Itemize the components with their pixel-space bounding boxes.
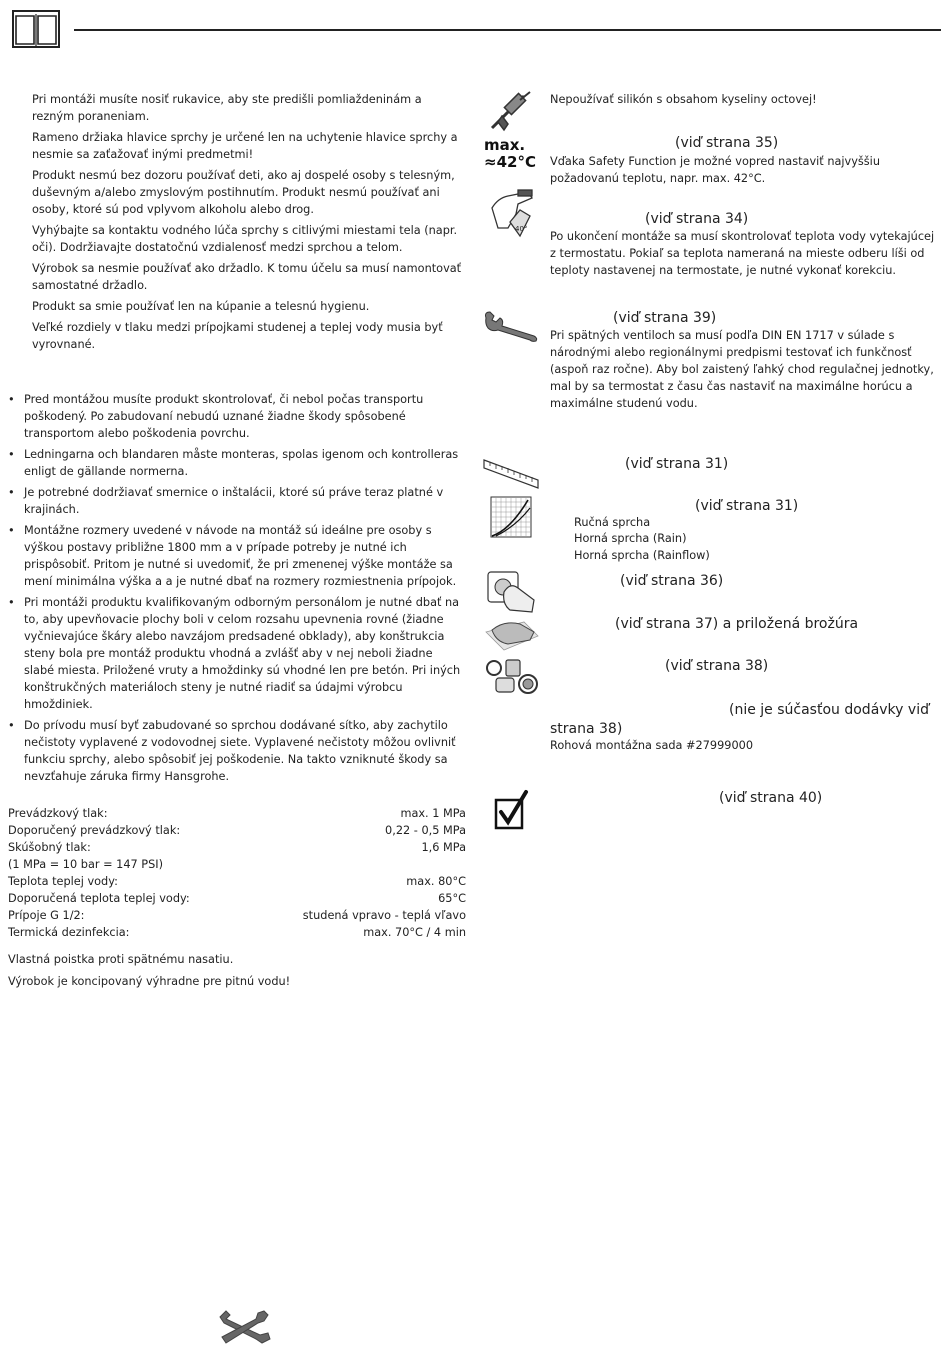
max-temp-icon-line1: max. <box>484 136 526 154</box>
operation-hand-icon <box>486 570 538 614</box>
silicone-warning: Nepoužívať silikón s obsahom kyseliny octovej! <box>550 93 817 106</box>
spec-row: Doporučená teplota teplej vody: 65°C <box>8 892 466 905</box>
temp-check-text: Po ukončení montáže sa musí skontrolovať teplota vody vytekajúcej z termostatu. Pokiaľ sa teplota nameraná na mieste odberu líši od teploty nastavenej na termostate, je nutné vykonať korekciu. <box>550 230 935 277</box>
thermometer-reading: 40° <box>515 225 528 233</box>
service-text: Pri spätných ventiloch sa musí podľa DIN EN 1717 v súlade s národnými alebo regionálnymi predpismi testovať ich funkčnosť (aspoň raz ročne). Aby bol zaistený ľahký chod regulačnej jednotky, mal by sa termostat z času čas nastaviť na maximálne horúcu a maximálne studenú vodu. <box>550 329 934 410</box>
temp-check-ref: (viď strana 34) <box>645 211 749 227</box>
dimensions-ref: (viď strana 31) <box>625 456 729 472</box>
thermometer-hand-icon <box>488 184 538 248</box>
safety-paragraph: Rameno držiaka hlavice sprchy je určené len na uchytenie hlavice sprchy a nesmie sa zaťažovať inými predmetmi! <box>32 131 458 161</box>
safety-paragraph: Veľké rozdiely v tlaku medzi prípojkami studenej a teplej vody musia byť vyrovnané. <box>32 321 443 351</box>
header-rule <box>74 29 941 31</box>
max-temp-icon <box>484 137 542 173</box>
safety-notes <box>32 91 464 353</box>
spec-row: Skúšobný tlak: 1,6 MPa <box>8 841 466 854</box>
safety-function-ref: (viď strana 35) <box>675 135 779 151</box>
spec-row: Termická dezinfekcia: max. 70°C / 4 min <box>8 926 466 939</box>
safety-paragraph: Produkt sa smie používať len na kúpanie a telesnú hygienu. <box>32 300 370 313</box>
safety-paragraph: Pri montáži musíte nosiť rukavice, aby ste predišli pomliaždeninám a rezným poraneniam. <box>32 93 422 123</box>
bullet-item: • Ledningarna och blandaren måste monteras, spolas igenom och kontrolleras enligt de gällande normerna. <box>8 448 459 478</box>
safety-paragraph: Vyhýbajte sa kontaktu vodného lúča sprchy s citlivými miestami tela (napr. oči). Dodržiavajte dostatočnú vzdialenosť medzi sprchou a telom. <box>32 224 458 254</box>
bullet-item: • Pred montážou musíte produkt skontrolovať, či nebol počas transportu poškodený. Po zabudovaní nebudú uznané žiadne škody spôsobené transportom alebo poškodenia povrchu. <box>8 393 424 440</box>
spec-row: Teplota teplej vody: max. 80°C <box>8 875 466 888</box>
operation-ref: (viď strana 36) <box>620 573 724 589</box>
cleaning-ref: (viď strana 37) a priložená brožúra <box>615 616 859 632</box>
flow-diagram-ref: (viď strana 31) <box>695 498 799 514</box>
dimensions-ruler-icon <box>482 456 540 490</box>
tools-icon <box>216 1307 272 1347</box>
bullet-item: • Je potrebné dodržiavať smernice o inštalácii, ktoré sú práve teraz platné v krajinách. <box>8 486 444 516</box>
manual-book-icon <box>12 10 60 48</box>
cleaning-hand-icon <box>484 618 540 652</box>
bullet-item: • Montážne rozmery uvedené v návode na montáž sú ideálne pre osoby s výškou postavy približne 1800 mm a v prípade potreby je nutné ich prispôsobiť. Pritom je nutné si uvedomiť, že pri zmenenej výške montáže sa mení minimálna výška a a je nutné dbať na rozmery rozmiestnenia prípojok. <box>8 524 457 588</box>
bullet-item: • Do prívodu musí byť zabudované so sprchou dodávané sítko, aby zachytilo nečistoty vyplavené z vodovodnej siete. Vyplavené nečistoty môžou ovlivniť funkciu sprchy, alebo spôsobiť jej poškodenie. Na takto vzniknuté škody sa nevzťahuje záruka firmy Hansgrohe. <box>8 719 456 783</box>
test-certificate-checkbox-icon <box>494 788 530 830</box>
spec-row: Doporučený prevádzkový tlak: 0,22 - 0,5 MPa <box>8 824 466 837</box>
accessory-item: Rohová montážna sada #27999000 <box>550 739 754 752</box>
installation-bullets <box>8 391 464 785</box>
spec-row: Prevádzkový tlak: max. 1 MPa <box>8 807 466 820</box>
wrench-icon <box>482 310 540 342</box>
spare-parts-icon <box>484 656 540 696</box>
spare-parts-ref: (viď strana 38) <box>665 658 769 674</box>
flow-item: Horná sprcha (Rainflow) <box>574 549 710 562</box>
bullet-item: • Pri montáži produktu kvalifikovaným odborným personálom je nutné dbať na to, aby upevňovacie plochy boli v celom rozsahu upevnenia rovné (žiadne vyčnievajúce škáry alebo navzájom predsadené obklady), aby konštrukcia steny bola pre montáž produktu vhodná a zvlášť aby v nej neboli žiadne slabé miesta. Priložené vruty a hmoždinky sú vhodné len pre betón. Pri iných konštrukčných materiáloch steny je nutné riadiť sa údajmi výrobcu hmoždiniek. <box>8 596 461 711</box>
note-backflow: Vlastná poistka proti spätnému nasatiu. <box>8 953 234 966</box>
flow-diagram-icon <box>490 496 532 538</box>
safety-function-text: Vďaka Safety Function je možné vopred nastaviť najvyššiu požadovanú teplotu, napr. max. 42°C. <box>550 155 880 185</box>
flow-item: Horná sprcha (Rain) <box>574 532 687 545</box>
max-temp-icon-line2: ≈42°C <box>484 153 536 171</box>
note-drinking-water: Výrobok je koncipovaný výhradne pre pitnú vodu! <box>8 975 291 988</box>
accessory-ref-cont: strana 38) <box>550 721 623 737</box>
safety-paragraph: Produkt nesmú bez dozoru používať deti, ako aj dospelé osoby s telesným, duševným a/alebo zmyslovým postihnutím. Produkt nesmú používať ani osoby, ktoré sú pod vplyvom alkoholu alebo drog. <box>32 169 455 216</box>
silicone-gun-icon <box>488 90 532 132</box>
safety-paragraph: Výrobok sa nesmie používať ako držadlo. K tomu účelu sa musí namontovať samostatné držadlo. <box>32 262 462 292</box>
spec-row: Prípoje G 1/2: studená vpravo - teplá vľavo <box>8 909 466 922</box>
flow-item: Ručná sprcha <box>574 516 651 529</box>
spec-row: (1 MPa = 10 bar = 147 PSI) <box>8 858 164 871</box>
service-ref: (viď strana 39) <box>613 310 717 326</box>
test-certificate-ref: (viď strana 40) <box>719 790 823 806</box>
accessory-ref: (nie je súčasťou dodávky viď <box>729 702 929 718</box>
